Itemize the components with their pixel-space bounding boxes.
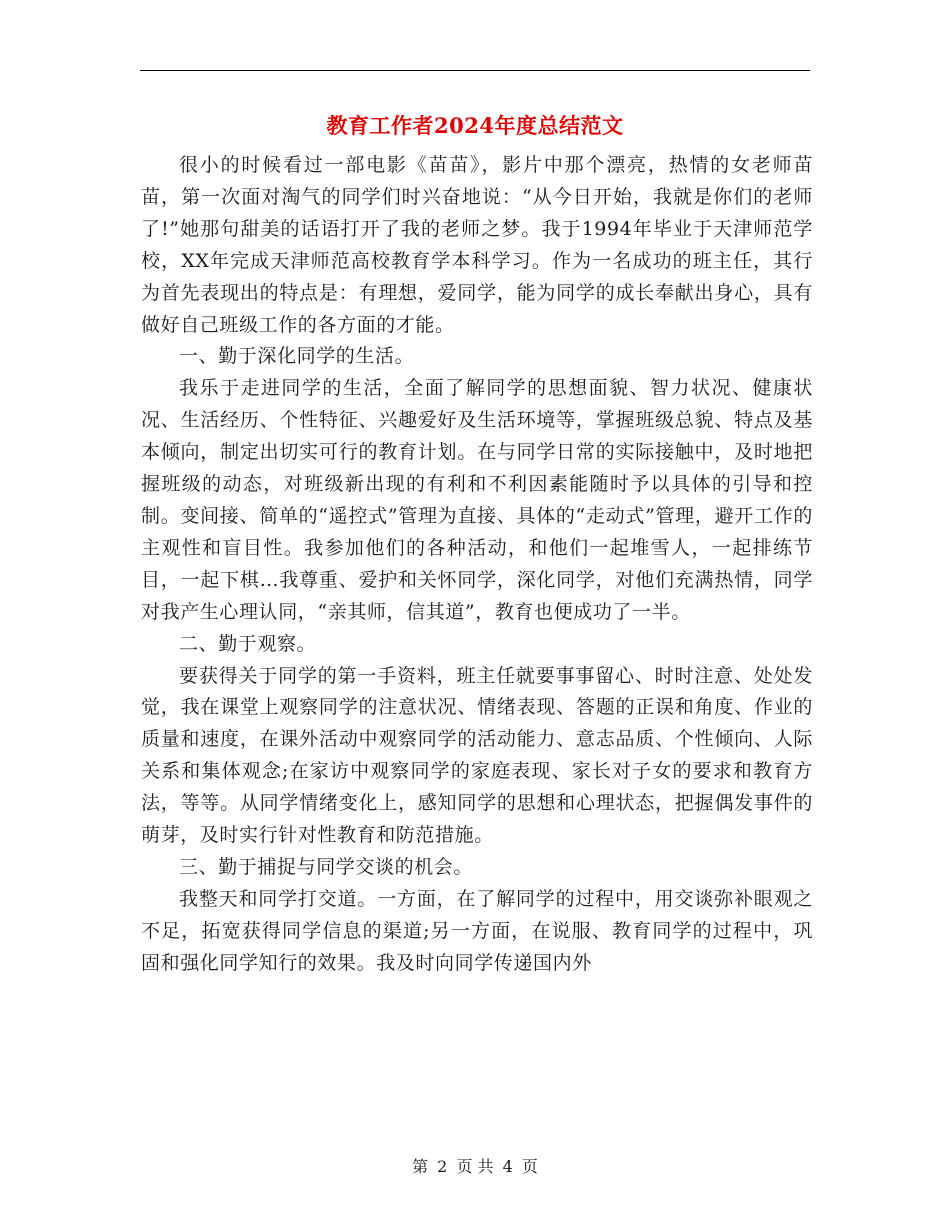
header-rule <box>140 70 810 71</box>
document-title: 教育工作者2024年度总结范文 <box>326 113 624 138</box>
section-paragraph-1: 我乐于走进同学的生活，全面了解同学的思想面貌、智力状况、健康状况、生活经历、个性特征、兴趣爱好及生活环境等，掌握班级总貌、特点及基本倾向，制定出切实可行的教育计划。在与同学日常的实际接触中，及时地把握班级的动态，对班级新出现的有利和不利因素能随时予以具体的引导和控制。变间接、简单的“遥控式”管理为直接、具体的“走动式”管理，避开工作的主观性和盲目性。我参加他们的各种活动，和他们一起堆雪人，一起排练节目，一起下棋…我尊重、爱护和关怀同学，深化同学，对他们充满热情，同学对我产生心理认同，“亲其师，信其道”，教育也便成功了一半。 <box>141 377 813 623</box>
document-body <box>141 150 813 980</box>
footer-mid: 页 共 <box>456 1157 494 1176</box>
section-heading-3: 三、勤于捕捉与同学交谈的机会。 <box>179 855 474 878</box>
section-paragraph-2: 要获得关于同学的第一手资料，班主任就要事事留心、时时注意、处处发觉，我在课堂上观察同学的注意状况、情绪表现、答题的正误和角度、作业的质量和速度，在课外活动中观察同学的活动能力、意志品质、个性倾向、人际关系和集体观念;在家访中观察同学的家庭表现、家长对子女的要求和教育方法，等等。从同学情绪变化上，感知同学的思想和心理状态，把握偶发事件的萌芽，及时实行针对性教育和防范措施。 <box>141 664 813 847</box>
page-footer <box>0 1154 950 1177</box>
section-paragraph-3: 我整天和同学打交道。一方面，在了解同学的过程中，用交谈弥补眼观之不足，拓宽获得同学信息的渠道;另一方面，在说服、教育同学的过程中，巩固和强化同学知行的效果。我及时向同学传递国内外 <box>141 887 813 974</box>
total-pages-number: 4 <box>502 1157 513 1176</box>
footer-suffix: 页 <box>521 1157 538 1176</box>
section-heading-1: 一、勤于深化同学的生活。 <box>179 345 415 368</box>
current-page-number: 2 <box>437 1157 448 1176</box>
footer-prefix: 第 <box>412 1157 429 1176</box>
section-heading-2: 二、勤于观察。 <box>179 632 317 655</box>
intro-paragraph: 很小的时候看过一部电影《苗苗》，影片中那个漂亮，热情的女老师苗苗，第一次面对淘气的同学们时兴奋地说：“从今日开始，我就是你们的老师了!”她那句甜美的话语打开了我的老师之梦。我于1994年毕业于天津师范学校，XX年完成天津师范高校教育学本科学习。作为一名成功的班主任，其行为首先表现出的特点是：有理想，爱同学，能为同学的成长奉献出身心，具有做好自己班级工作的各方面的才能。 <box>141 154 813 336</box>
